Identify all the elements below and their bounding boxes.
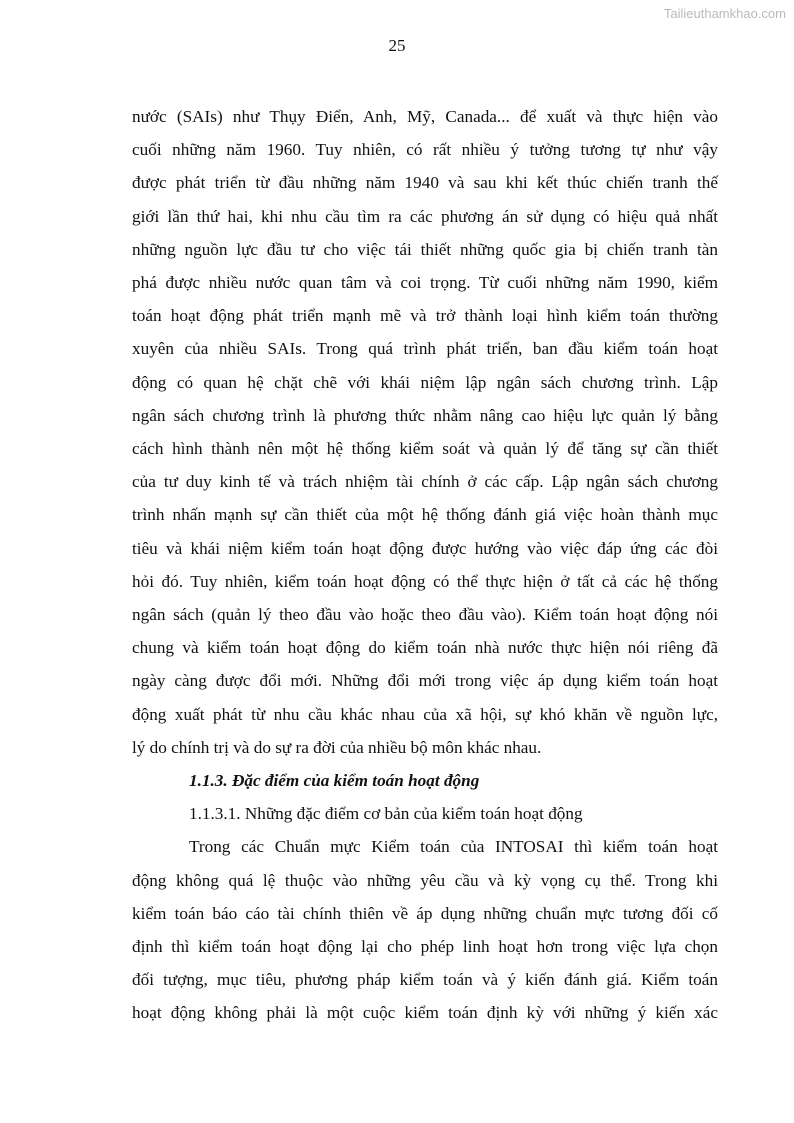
text-line: Trong các Chuẩn mực Kiểm toán của INTOSAI thì kiểm toán hoạt [189,837,718,857]
text-line: cách hình thành nên một hệ thống kiểm soát và quản lý để tăng sự cần thiết [132,439,718,459]
text-line: cuối những năm 1960. Tuy nhiên, có rất nhiều ý tưởng tương tự như vậy [132,140,718,160]
text-line: ngân sách (quản lý theo đầu vào hoặc theo đầu vào). Kiểm toán hoạt động nói [132,605,718,625]
paragraph-history [132,100,718,764]
text-line: động xuất phát từ nhu cầu khác nhau của xã hội, sự khó khăn về nguồn lực, [132,704,718,724]
text-line: trình nhấn mạnh sự cần thiết của một hệ thống đánh giá việc hoàn thành mục [132,505,718,525]
text-line: định thì kiểm toán hoạt động lại cho phép linh hoạt hơn trong việc lựa chọn [132,937,718,957]
text-line: hoạt động không phải là một cuộc kiểm toán định kỳ với những ý kiến xác [132,1003,718,1023]
text-line: đối tượng, mục tiêu, phương pháp kiểm toán và ý kiến đánh giá. Kiểm toán [132,970,718,990]
text-line: hỏi đó. Tuy nhiên, kiểm toán hoạt động có thể thực hiện ở tất cả các hệ thống [132,571,718,591]
text-line: ngân sách chương trình là phương thức nhằm nâng cao hiệu lực quản lý bằng [132,405,718,425]
text-line: ngày càng được đổi mới. Những đổi mới trong việc áp dụng kiểm toán hoạt [132,671,718,691]
text-line: kiểm toán báo cáo tài chính thiên về áp dụng những chuẩn mực tương đối cố [132,903,718,923]
text-line: xuyên của nhiều SAIs. Trong quá trình phát triển, ban đầu kiểm toán hoạt [132,339,718,359]
text-line: được phát triển từ đầu những năm 1940 và sau khi kết thúc chiến tranh thế [132,173,718,193]
page-number: 25 [388,36,406,55]
text-line: toán hoạt động phát triển mạnh mẽ và trở thành loại hình kiểm toán thường [132,306,718,326]
watermark: Tailieuthamkhao.com [663,6,786,21]
text-line: tiêu và khái niệm kiểm toán hoạt động được hướng vào việc đáp ứng các đòi [132,538,718,558]
text-line: những nguồn lực đầu tư cho việc tái thiết những quốc gia bị chiến tranh tàn [132,239,718,259]
section-heading: 1.1.3. Đặc điểm của kiểm toán hoạt động [189,771,480,791]
paragraph-characteristics [132,830,718,1029]
text-line: phá được nhiều nước quan tâm và coi trọng. Từ cuối những năm 1990, kiểm [132,273,718,293]
text-line: của tư duy kinh tế và trách nhiệm tài chính ở các cấp. Lập ngân sách chương [132,472,718,492]
page-content [132,100,718,1030]
text-line: động không quá lệ thuộc vào những yêu cầu và kỳ vọng cụ thể. Trong khi [132,870,718,890]
text-line: giới lần thứ hai, khi nhu cầu tìm ra các phương án sử dụng có hiệu quả nhất [132,206,718,226]
text-line: động có quan hệ chặt chẽ với khái niệm lập ngân sách chương trình. Lập [132,372,718,392]
text-line: lý do chính trị và do sự ra đời của nhiều bộ môn khác nhau. [132,737,542,757]
text-line: nước (SAIs) như Thụy Điển, Anh, Mỹ, Canada... để xuất và thực hiện vào [132,107,718,126]
subsection-heading: 1.1.3.1. Những đặc điểm cơ bản của kiểm toán hoạt động [189,804,583,824]
text-line: chung và kiểm toán hoạt động do kiểm toán nhà nước thực hiện nói riêng đã [132,638,718,658]
